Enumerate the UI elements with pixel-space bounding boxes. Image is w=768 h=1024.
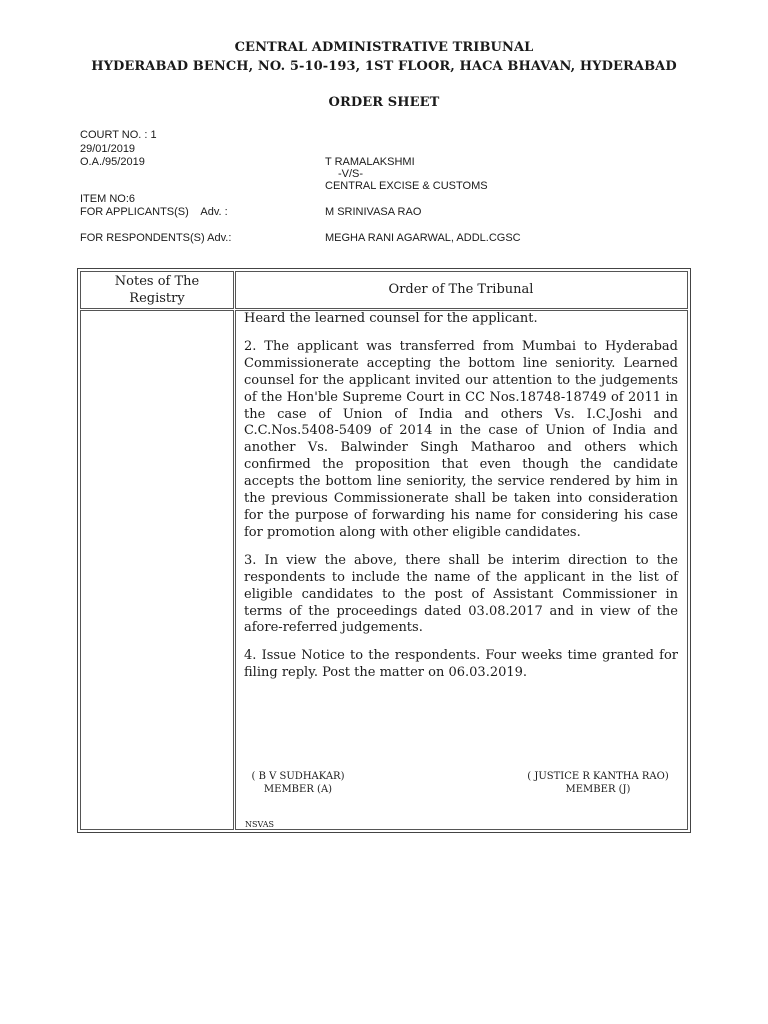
order-date: 29/01/2019 <box>80 143 136 155</box>
oa-number: O.A./95/2019 <box>80 156 145 168</box>
court-number: COURT NO. : 1 <box>80 129 157 141</box>
member-j-name: ( JUSTICE R KANTHA RAO) <box>527 771 669 782</box>
member-j-signature <box>508 770 688 796</box>
registry-notes-cell <box>80 310 234 830</box>
order-paragraph-2: 2. The applicant was transferred from Mumbai to Hyderabad Commissionerate accepting the bottom line seniority. Learned counsel for the applicant invited our attention to the judgements of the Hon'ble Supreme Court in CC Nos.18748-18749 of 2011 in the case of Union of India and others Vs. I.C.Joshi and C.C.Nos.5408-5409 of 2014 in the case of Union of India and another Vs. Balwinder Singh Matharoo and others which confirmed the proposition that even though the candidate accepts the bottom line seniority, the service rendered by him in the previous Commissionerate shall be taken into consideration for the purpose of forwarding his name for considering his case for promotion along with other eligible candidates. <box>244 338 678 540</box>
applicants-advocate: M SRINIVASA RAO <box>325 206 422 218</box>
order-paragraph-4: 4. Issue Notice to the respondents. Four weeks time granted for filing reply. Post the matter on 06.03.2019. <box>244 648 678 681</box>
bench-address: HYDERABAD BENCH, NO. 5-10-193, 1ST FLOOR, HACA BHAVAN, HYDERABAD <box>91 59 677 74</box>
member-a-signature <box>236 770 360 796</box>
applicants-advocate-label: FOR APPLICANTS(S) Adv. : <box>80 206 228 218</box>
page-title: ORDER SHEET <box>328 95 440 110</box>
registry-column-header: Notes of The Registry <box>114 274 200 306</box>
order-paragraph-3: 3. In view the above, there shall be interim direction to the respondents to include the name of the applicant in the list of eligible candidates to the post of Assistant Commissioner in terms of the proceedings dated 03.08.2017 and in view of the afore-referred judgements. <box>244 552 678 636</box>
respondents-advocate: MEGHA RANI AGARWAL, ADDL.CGSC <box>325 232 521 244</box>
tribunal-name: CENTRAL ADMINISTRATIVE TRIBUNAL <box>234 40 534 55</box>
order-column-header: Order of The Tribunal <box>388 282 534 297</box>
order-paragraph-1: Heard the learned counsel for the applicant. <box>244 311 538 326</box>
versus-label: -V/S- <box>338 168 364 180</box>
member-a-title: MEMBER (A) <box>263 784 333 795</box>
respondents-advocate-label: FOR RESPONDENTS(S) Adv.: <box>80 232 232 244</box>
applicant-name: T RAMALAKSHMI <box>325 156 415 168</box>
respondent-name: CENTRAL EXCISE & CUSTOMS <box>325 180 488 192</box>
order-text <box>244 311 678 693</box>
member-j-title: MEMBER (J) <box>565 784 631 795</box>
item-number: ITEM NO:6 <box>80 193 136 205</box>
typist-initials: NSVAS <box>245 820 274 829</box>
member-a-name: ( B V SUDHAKAR) <box>251 771 345 782</box>
